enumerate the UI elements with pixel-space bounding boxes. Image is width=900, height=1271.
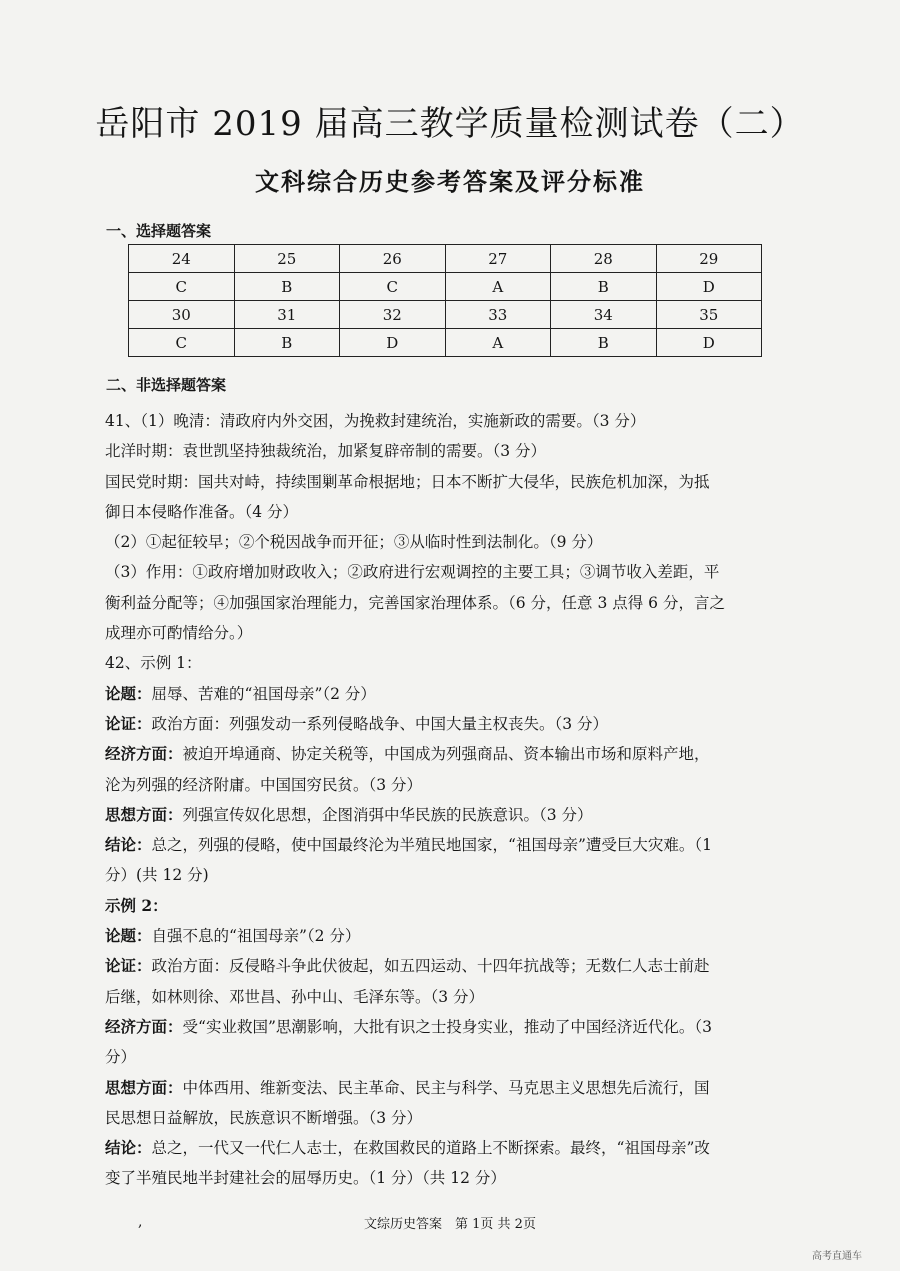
answer-line-text: 屈辱、苦难的“祖国母亲”（2 分）: [151, 684, 376, 703]
answer-cell: C: [340, 273, 446, 301]
answer-line-text: 受“实业救国”思潮影响，大批有识之士投身实业，推动了中国经济近代化。（3: [182, 1017, 712, 1036]
answer-line: [105, 1133, 785, 1163]
answer-line-text: 自强不息的“祖国母亲”（2 分）: [151, 927, 361, 946]
answer-line-label: 论题：: [105, 926, 152, 946]
answer-line-label: 经济方面：: [105, 744, 183, 764]
question-number-cell: 27: [445, 245, 551, 273]
answer-line-text: 被迫开埠通商、协定关税等，中国成为列强商品、资本输出市场和原料产地，: [182, 745, 710, 764]
answer-line: [105, 1103, 785, 1133]
answer-cell: A: [445, 273, 551, 301]
answer-cell: B: [551, 273, 657, 301]
answer-cell: D: [656, 329, 762, 357]
answer-line-text: 总之，列强的侵略，使中国最终沦为半殖民地国家，“祖国母亲”遭受巨大灾难。（1: [151, 836, 712, 855]
page-title: 岳阳市 2019 届高三教学质量检测试卷（二）: [95, 104, 805, 144]
table-row: [129, 273, 762, 301]
question-number-cell: 25: [234, 245, 340, 273]
answer-cell: B: [234, 329, 340, 357]
answer-line-text: 沦为列强的经济附庸。中国国穷民贫。（3 分）: [105, 775, 423, 794]
answer-line-label: 论证：: [105, 713, 152, 733]
answer-line-text: 政治方面：反侵略斗争此伏彼起，如五四运动、十四年抗战等；无数仁人志士前赴: [151, 957, 710, 976]
answer-line-text: 变了半殖民地半封建社会的屈辱历史。（1 分）（共 12 分）: [105, 1169, 506, 1188]
answer-line: [105, 891, 785, 921]
question-number-cell: 30: [129, 301, 235, 329]
answer-line: [105, 1163, 785, 1193]
page-footer: 文综历史答案 第 1页 共 2页: [364, 1217, 536, 1232]
answer-line: [105, 739, 785, 769]
answer-line-text: 民思想日益解放，民族意识不断增强。（3 分）: [105, 1108, 423, 1127]
answer-line-text: 后继，如林则徐、邓世昌、孙中山、毛泽东等。（3 分）: [105, 987, 485, 1006]
answer-line: [105, 1042, 785, 1072]
answer-line-label: 经济方面：: [105, 1016, 183, 1036]
answer-cell: D: [340, 329, 446, 357]
answer-line: [105, 406, 785, 436]
answer-body: [105, 406, 785, 1194]
answer-line: [105, 709, 785, 739]
answer-line-text: 分）(共 12 分): [105, 866, 209, 885]
answer-cell: B: [551, 329, 657, 357]
table-row: [129, 301, 762, 329]
answer-line-text: 列强宣传奴化思想，企图消弭中华民族的民族意识。（3 分）: [182, 805, 593, 824]
section-heading-nonchoice: 二、非选择题答案: [106, 376, 227, 394]
answer-line-text: 政治方面：列强发动一系列侵略战争、中国大量主权丧失。（3 分）: [151, 714, 609, 733]
question-number-cell: 32: [340, 301, 446, 329]
answer-line-text: 41、（1）晚清：清政府内外交困，为挽救封建统治，实施新政的需要。（3 分）: [105, 412, 646, 430]
answer-line-label: 结论：: [105, 1138, 152, 1158]
question-number-cell: 34: [551, 301, 657, 329]
answer-line-text: 成理亦可酌情给分。）: [105, 624, 253, 643]
answer-cell: D: [656, 273, 762, 301]
answer-line: [105, 527, 785, 557]
answer-cell: A: [445, 329, 551, 357]
answer-line-text: 衡利益分配等；④加强国家治理能力，完善国家治理体系。（6 分，任意 3 点得 6 分，言之: [105, 593, 725, 612]
table-row: [129, 245, 762, 273]
answer-line: [105, 648, 785, 678]
answer-line: [105, 497, 785, 527]
section-heading-choice: 一、选择题答案: [106, 222, 212, 240]
answer-line-text: 御日本侵略作准备。（4 分）: [105, 502, 299, 521]
answer-cell: C: [129, 329, 235, 357]
question-number-cell: 28: [551, 245, 657, 273]
question-number-cell: 26: [340, 245, 446, 273]
answer-line: [105, 436, 785, 466]
answer-line-label: 示例 2：: [105, 895, 168, 915]
answer-line-text: （2）①起征较早；②个税因战争而开征；③从临时性到法制化。（9 分）: [105, 533, 603, 552]
answer-line: [105, 618, 785, 648]
answer-line: [105, 860, 785, 890]
answer-line: [105, 921, 785, 951]
answer-line-text: 国民党时期：国共对峙，持续围剿革命根据地；日本不断扩大侵华，民族危机加深，为抵: [105, 472, 710, 491]
answer-line-text: 总之，一代又一代仁人志士，在救国救民的道路上不断探索。最终，“祖国母亲”改: [151, 1139, 710, 1158]
table-row: [129, 329, 762, 357]
answer-line: [105, 1073, 785, 1103]
answer-line-text: 中体西用、维新变法、民主革命、民主与科学、马克思主义思想先后流行，国: [182, 1078, 710, 1097]
answer-line: [105, 467, 785, 497]
answer-table: [128, 244, 762, 357]
answer-line: [105, 770, 785, 800]
answer-line-text: （3）作用：①政府增加财政收入；②政府进行宏观调控的主要工具；③调节收入差距，平: [105, 563, 720, 582]
answer-line-text: 分）: [105, 1048, 137, 1067]
question-number-cell: 33: [445, 301, 551, 329]
answer-line-text: 42、示例 1：: [105, 654, 202, 673]
answer-line-label: 思想方面：: [105, 1077, 183, 1097]
answer-line: [105, 588, 785, 618]
answer-line: [105, 830, 785, 860]
answer-cell: B: [234, 273, 340, 301]
answer-line: [105, 557, 785, 587]
answer-line: [105, 1012, 785, 1042]
question-number-cell: 31: [234, 301, 340, 329]
answer-line-label: 论题：: [105, 683, 152, 703]
question-number-cell: 29: [656, 245, 762, 273]
answer-line-label: 论证：: [105, 956, 152, 976]
question-number-cell: 24: [129, 245, 235, 273]
answer-line: [105, 800, 785, 830]
corner-watermark: 高考直通车: [812, 1251, 862, 1262]
question-number-cell: 35: [656, 301, 762, 329]
answer-line: [105, 951, 785, 981]
page-subtitle: 文科综合历史参考答案及评分标准: [255, 168, 645, 196]
answer-line-text: 北洋时期：袁世凯坚持独裁统治，加紧复辟帝制的需要。（3 分）: [105, 442, 547, 461]
answer-line: [105, 679, 785, 709]
answer-line-label: 结论：: [105, 835, 152, 855]
stray-mark: ,: [138, 1214, 143, 1230]
answer-cell: C: [129, 273, 235, 301]
answer-line-label: 思想方面：: [105, 804, 183, 824]
answer-line: [105, 982, 785, 1012]
